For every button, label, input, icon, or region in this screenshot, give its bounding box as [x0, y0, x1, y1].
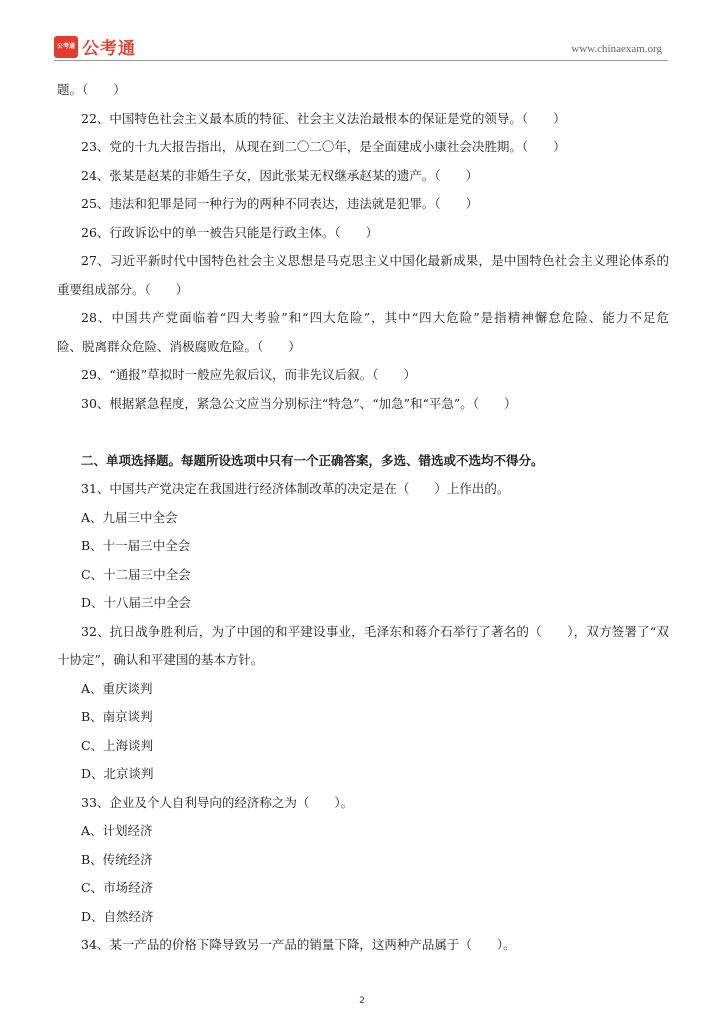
question-25: 25、违法和犯罪是同一种行为的两种不同表达，违法就是犯罪。（ ）: [81, 196, 479, 211]
page-header: [54, 34, 662, 58]
question-24: 24、张某是赵某的非婚生子女，因此张某无权继承赵某的遗产。（ ）: [81, 167, 479, 183]
question-28-line1: 28、中国共产党面临着“四大考验”和“四大危险”，其中“四大危险”是指精神懈怠危险、能力不足危: [81, 310, 669, 325]
question-30: 30、根据紧急程度，紧急公文应当分别标注“特急”、“加急”和“平急”。（ ）: [81, 395, 517, 411]
question-29: 29、“通报”草拟时一般应先叙后议，而非先议后叙。（ ）: [81, 367, 416, 382]
question-32-line1: 32、抗日战争胜利后，为了中国的和平建设事业，毛泽东和蒋介石举行了著名的（ ），双方签署了“双: [81, 623, 669, 639]
question-27-line2: 重要组成部分。（ ）: [57, 281, 189, 297]
header-divider: [54, 60, 668, 61]
logo-text: 公考通: [82, 39, 136, 59]
question-32-line2: 十协定”，确认和平建国的基本方针。: [57, 652, 264, 667]
option-31-a: A、九届三中全会: [81, 509, 178, 525]
section-spacer: [57, 418, 669, 447]
option-33-b: B、传统经济: [81, 851, 153, 867]
question-28-line2: 险、脱离群众危险、消极腐败危险。（ ）: [57, 338, 301, 354]
option-33-a: A、计划经济: [81, 823, 153, 838]
option-31-c: C、十二届三中全会: [81, 566, 191, 582]
question-continuation: 题。（ ）: [57, 82, 126, 97]
option-32-c: C、上海谈判: [81, 737, 154, 753]
question-26: 26、行政诉讼中的单一被告只能是行政主体。（ ）: [81, 224, 379, 240]
question-22: 22、中国特色社会主义最本质的特征、社会主义法治最根本的保证是党的领导。（ ）: [81, 110, 566, 126]
logo: [54, 34, 136, 59]
option-31-b: B、十一届三中全会: [81, 538, 191, 553]
page-number: 2: [359, 996, 365, 1006]
option-31-d: D、十八届三中全会: [81, 595, 192, 610]
option-32-d: D、北京谈判: [81, 766, 154, 781]
option-32-a: A、重庆谈判: [81, 680, 153, 696]
question-23: 23、党的十九大报告指出，从现在到二〇二〇年，是全面建成小康社会决胜期。（ ）: [81, 139, 566, 154]
question-27-line1: 27、习近平新时代中国特色社会主义思想是马克思主义中国化最新成果，是中国特色社会主义理论体系的: [81, 253, 669, 268]
question-34: 34、某一产品的价格下降导致另一产品的销量下降，这两种产品属于（ ）。: [81, 937, 516, 952]
logo-badge: 公考通: [54, 36, 78, 58]
question-33: 33、企业及个人自利导向的经济称之为（ ）。: [81, 794, 354, 810]
document-body: [57, 76, 669, 960]
section-title: 二、单项选择题。每题所设选项中只有一个正确答案，多选、错选或不选均不得分。: [81, 452, 544, 468]
option-33-c: C、市场经济: [81, 880, 154, 895]
option-32-b: B、南京谈判: [81, 709, 153, 724]
question-31: 31、中国共产党决定在我国进行经济体制改革的决定是在（ ）上作出的。: [81, 481, 510, 496]
site-url: www.chinaexam.org: [571, 43, 662, 55]
option-33-d: D、自然经济: [81, 908, 154, 924]
